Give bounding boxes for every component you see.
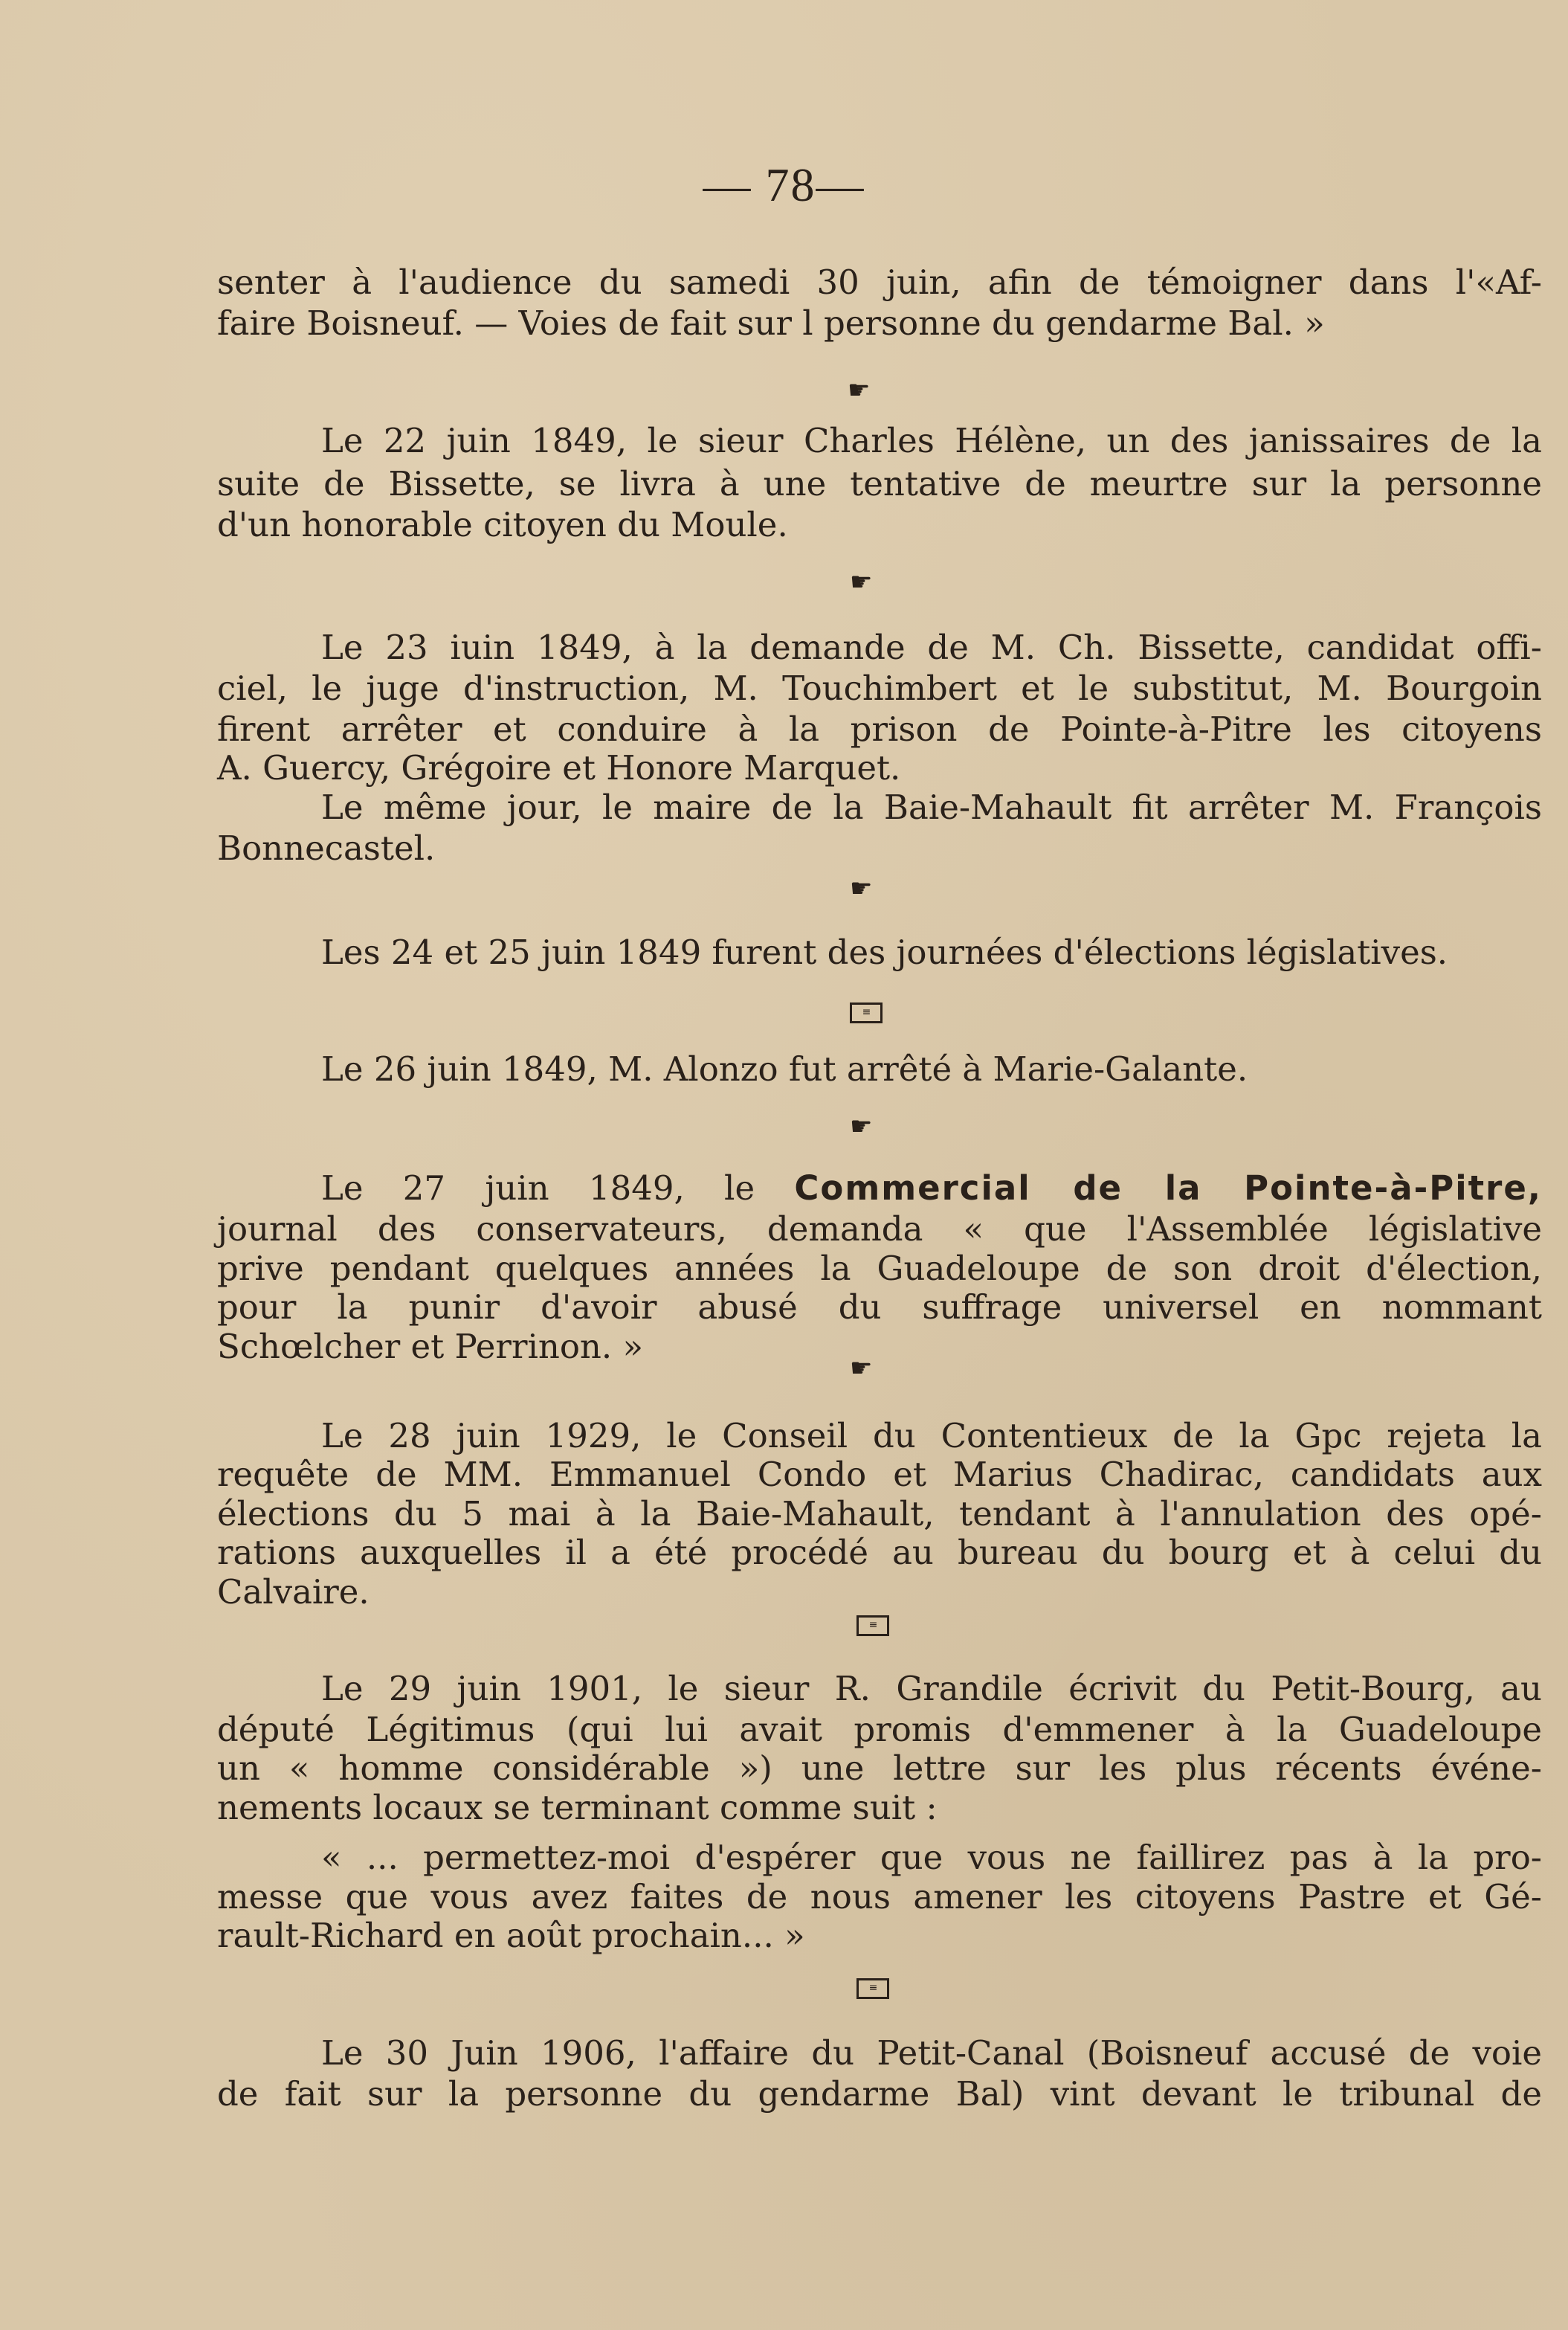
text-line: requête de MM. Emmanuel Condo et Marius Chadirac, candidats aux [217, 1455, 1542, 1494]
text-line [217, 1049, 1542, 1090]
text-line [217, 787, 1542, 828]
pointing-hand-ornament: ☛ [850, 1112, 873, 1142]
text-line [217, 1668, 1542, 1709]
pointing-hand-ornament: ☛ [850, 567, 873, 597]
box-ornament: ≡ [850, 1003, 883, 1023]
text-line: faire Boisneuf. — Voies de fait sur l personne du gendarme Bal. » [217, 303, 1325, 343]
text-line [217, 932, 1542, 973]
text-line: rault-Richard en août prochain... » [217, 1916, 805, 1955]
pointing-hand-ornament: ☛ [850, 1354, 873, 1383]
text-line: nements locaux se terminant comme suit : [217, 1788, 938, 1827]
text-line: un « homme considérable ») une lettre sur les plus récents événe- [217, 1748, 1542, 1788]
text-line: rations auxquelles il a été procédé au bureau du bourg et à celui du [217, 1533, 1542, 1572]
page-number: — 78— [703, 158, 865, 211]
line-text: Le 23 iuin 1849, à la demande de M. Ch. Bissette, candidat offi- [321, 628, 1542, 667]
text-line [217, 1837, 1542, 1878]
pointing-hand-ornament: ☛ [850, 874, 873, 904]
text-line: senter à l'audience du samedi 30 juin, afin de témoigner dans l'«Af- [217, 263, 1542, 302]
text-line: A. Guercy, Grégoire et Honore Marquet. [217, 748, 901, 788]
text-line: de fait sur la personne du gendarme Bal) vint devant le tribunal de [217, 2074, 1542, 2114]
text-line: Bonnecastel. [217, 828, 436, 868]
text-line [217, 1168, 1542, 1209]
text-line: Schœlcher et Perrinon. » [217, 1327, 644, 1366]
text-line [217, 420, 1542, 461]
text-line: député Légitimus (qui lui avait promis d'emmener à la Guadeloupe [217, 1710, 1542, 1749]
text-line: prive pendant quelques années la Guadeloupe de son droit d'élection, [217, 1249, 1542, 1288]
line-text: Le même jour, le maire de la Baie-Mahault fit arrêter M. François [321, 788, 1542, 827]
text-line: firent arrêter et conduire à la prison de Pointe-à-Pitre les citoyens [217, 709, 1542, 749]
text-line [217, 2033, 1542, 2073]
line-text: Le 29 juin 1901, le sieur R. Grandile écrivit du Petit-Bourg, au [321, 1669, 1542, 1708]
line-text: « ... permettez-moi d'espérer que vous ne faillirez pas à la pro- [321, 1838, 1542, 1877]
pointing-hand-ornament: ☛ [848, 376, 871, 405]
text-line: Calvaire. [217, 1572, 370, 1612]
line-text: Le 27 juin 1849, le [321, 1168, 755, 1208]
text-line: messe que vous avez faites de nous amener les citoyens Pastre et Gé- [217, 1877, 1542, 1917]
text-line: d'un honorable citoyen du Moule. [217, 505, 788, 544]
line-text: Le 22 juin 1849, le sieur Charles Hélène, un des janissaires de la [321, 421, 1542, 460]
box-ornament: ≡ [856, 1615, 889, 1636]
text-line: pour la punir d'avoir abusé du suffrage universel en nommant [217, 1287, 1542, 1327]
text-line: suite de Bissette, se livra à une tentative de meurtre sur la personne [217, 464, 1542, 503]
text-line: ciel, le juge d'instruction, M. Touchimbert et le substitut, M. Bourgoin [217, 669, 1542, 708]
text-line: élections du 5 mai à la Baie-Mahault, tendant à l'annulation des opé- [217, 1494, 1542, 1534]
line-text: Les 24 et 25 juin 1849 furent des journées d'élections législatives. [321, 933, 1448, 972]
line-text: Le 26 juin 1849, M. Alonzo fut arrêté à Marie-Galante. [321, 1049, 1248, 1089]
text-line [217, 627, 1542, 668]
line-text: Le 30 Juin 1906, l'affaire du Petit-Canal (Boisneuf accusé de voie [321, 2033, 1542, 2073]
text-line: journal des conservateurs, demanda « que l'Assemblée législative [217, 1209, 1542, 1249]
box-ornament: ≡ [856, 1978, 889, 1999]
text-line [217, 1415, 1542, 1456]
line-text: Le 28 juin 1929, le Conseil du Contentieux de la Gpc rejeta la [321, 1416, 1542, 1455]
newspaper-title: Commercial de la Pointe-à-Pitre, [794, 1168, 1542, 1208]
